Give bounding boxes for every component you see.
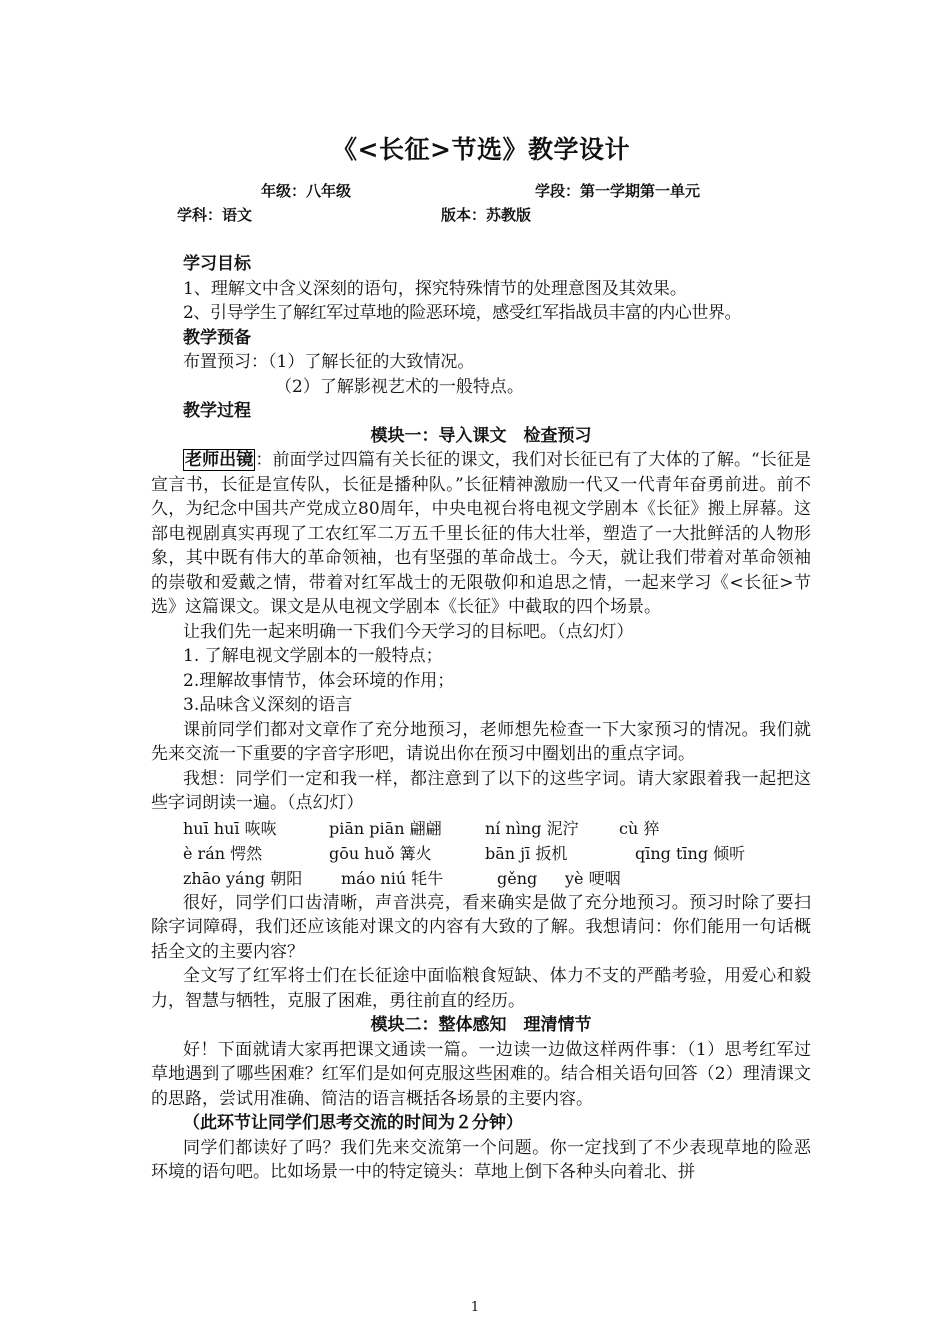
- pinyin-word: ní nìng 泥泞: [485, 818, 579, 838]
- prep-line-1: 布置预习：（1）了解长征的大致情况。: [183, 352, 475, 372]
- module-2-heading: 模块二：整体感知 理清情节: [370, 1015, 592, 1035]
- pinyin-word: yè 哽咽: [565, 868, 621, 888]
- time-note: （此环节让同学们思考交流的时间为２分钟）: [183, 1113, 523, 1133]
- intro-text: ：前面学过四篇有关长征的课文，我们对长征已有了大体的了解。“长征是宣言书，长征是宣传队，长征是播种队。”长征精神激励一代又一代青年奋勇前进。前不久，为纪念中国共产党成立80周年，中央电视台将电视文学剧本《长征》搬上屏幕。这部电视剧真实再现了工农红军二万五千里长征的伟大壮举，塑造了一大批鲜活的人物形象，其中既有伟大的革命领袖，也有坚强的革命战士。今天，就让我们带着对革命领袖的崇敬和爱戴之情，带着对红军战士的无限敬仰和追思之情，一起来学习《<长征>节选》这篇课文。课文是从电视文学剧本《长征》中截取的四个场景。: [151, 450, 811, 617]
- discussion-paragraph: 同学们都读好了吗？我们先来交流第一个问题。你一定找到了不少表现草地的险恶环境的语句吧。比如场景一中的特定镜头：草地上倒下各种头向着北、拼: [151, 1137, 811, 1182]
- pinyin-word: piān piān 翩翩: [329, 818, 442, 838]
- grade-label: 年级：八年级: [261, 182, 352, 200]
- lesson-goal-1: 1. 了解电视文学剧本的一般特点；: [183, 646, 443, 666]
- goals-heading: 学习目标: [183, 254, 251, 274]
- stage-label: 学段：第一学期第一单元: [535, 182, 701, 200]
- prep-heading: 教学预备: [183, 327, 251, 348]
- goal-item-2: 2、引导学生了解红军过草地的险恶环境，感受红军指战员丰富的内心世界。: [183, 303, 742, 323]
- document-title: 《<长征>节选》教学设计: [332, 135, 630, 164]
- words-lead: 我想：同学们一定和我一样，都注意到了以下的这些字词。请大家跟着我一起把这些字词朗读一遍。（点幻灯）: [151, 768, 811, 813]
- lesson-goal-3: 3.品味含义深刻的语言: [183, 695, 353, 715]
- goals-lead: 让我们先一起来明确一下我们今天学习的目标吧。（点幻灯）: [183, 621, 634, 642]
- read-task-paragraph: 好！下面就请大家再把课文通读一篇。一边读一边做这样两件事：（1）思考红军过草地遇到了哪些困难？红军们是如何克服这些困难的。结合相关语句回答（2）理清课文的思路，尝试用准确、简洁的语言概括各场景的主要内容。: [151, 1039, 811, 1109]
- summary-paragraph: 全文写了红军将士们在长征途中面临粮食短缺、体力不支的严酷考验，用爱心和毅力，智慧与牺牲，克服了困难，勇往前直的经历。: [151, 966, 811, 1011]
- pinyin-word: bān jī 扳机: [485, 843, 568, 863]
- meta-row-2: [151, 204, 811, 228]
- pinyin-word: máo niú 牦牛: [341, 868, 444, 888]
- goal-item-1: 1、理解文中含义深刻的语句，探究特殊情节的处理意图及其效果。: [183, 278, 687, 299]
- pinyin-word: huī huī 咴咴: [183, 818, 277, 838]
- edition-label: 版本：苏教版: [441, 206, 532, 224]
- pinyin-word: zhāo yáng 朝阳: [183, 868, 303, 888]
- process-heading: 教学过程: [183, 401, 251, 421]
- pinyin-row-1: [151, 816, 811, 841]
- intro-paragraph: [151, 448, 811, 620]
- document-content: [151, 130, 811, 1185]
- page-number: 1: [470, 1300, 480, 1315]
- meta-row-1: [151, 180, 811, 204]
- pinyin-word: cù 猝: [619, 818, 660, 838]
- pinyin-row-3: [151, 866, 811, 891]
- subject-label: 学科：语文: [177, 206, 253, 224]
- pinyin-word: qīng tīng 倾听: [635, 843, 746, 863]
- pinyin-row-2: [151, 841, 811, 866]
- pinyin-word: gěng: [497, 868, 538, 888]
- check-paragraph: 课前同学们都对文章作了充分地预习，老师想先检查一下大家预习的情况。我们就先来交流一下重要的字音字形吧，请说出你在预习中圈划出的重点字词。: [151, 719, 811, 764]
- pinyin-word: è rán 愕然: [183, 843, 263, 863]
- pinyin-word: gōu huǒ 篝火: [329, 843, 432, 863]
- spacer: [151, 228, 811, 252]
- praise-paragraph: 很好，同学们口齿清晰，声音洪亮，看来确实是做了充分地预习。预习时除了要扫除字词障碍，我们还应该能对课文的内容有大致的了解。我想请问：你们能用一句话概括全文的主要内容？: [151, 892, 811, 962]
- module-1-heading: 模块一：导入课文 检查预习: [370, 425, 592, 446]
- teacher-label: 老师出镜: [185, 450, 254, 470]
- lesson-goal-2: 2.理解故事情节，体会环境的作用；: [183, 670, 455, 691]
- prep-line-2: （2）了解影视艺术的一般特点。: [275, 376, 524, 397]
